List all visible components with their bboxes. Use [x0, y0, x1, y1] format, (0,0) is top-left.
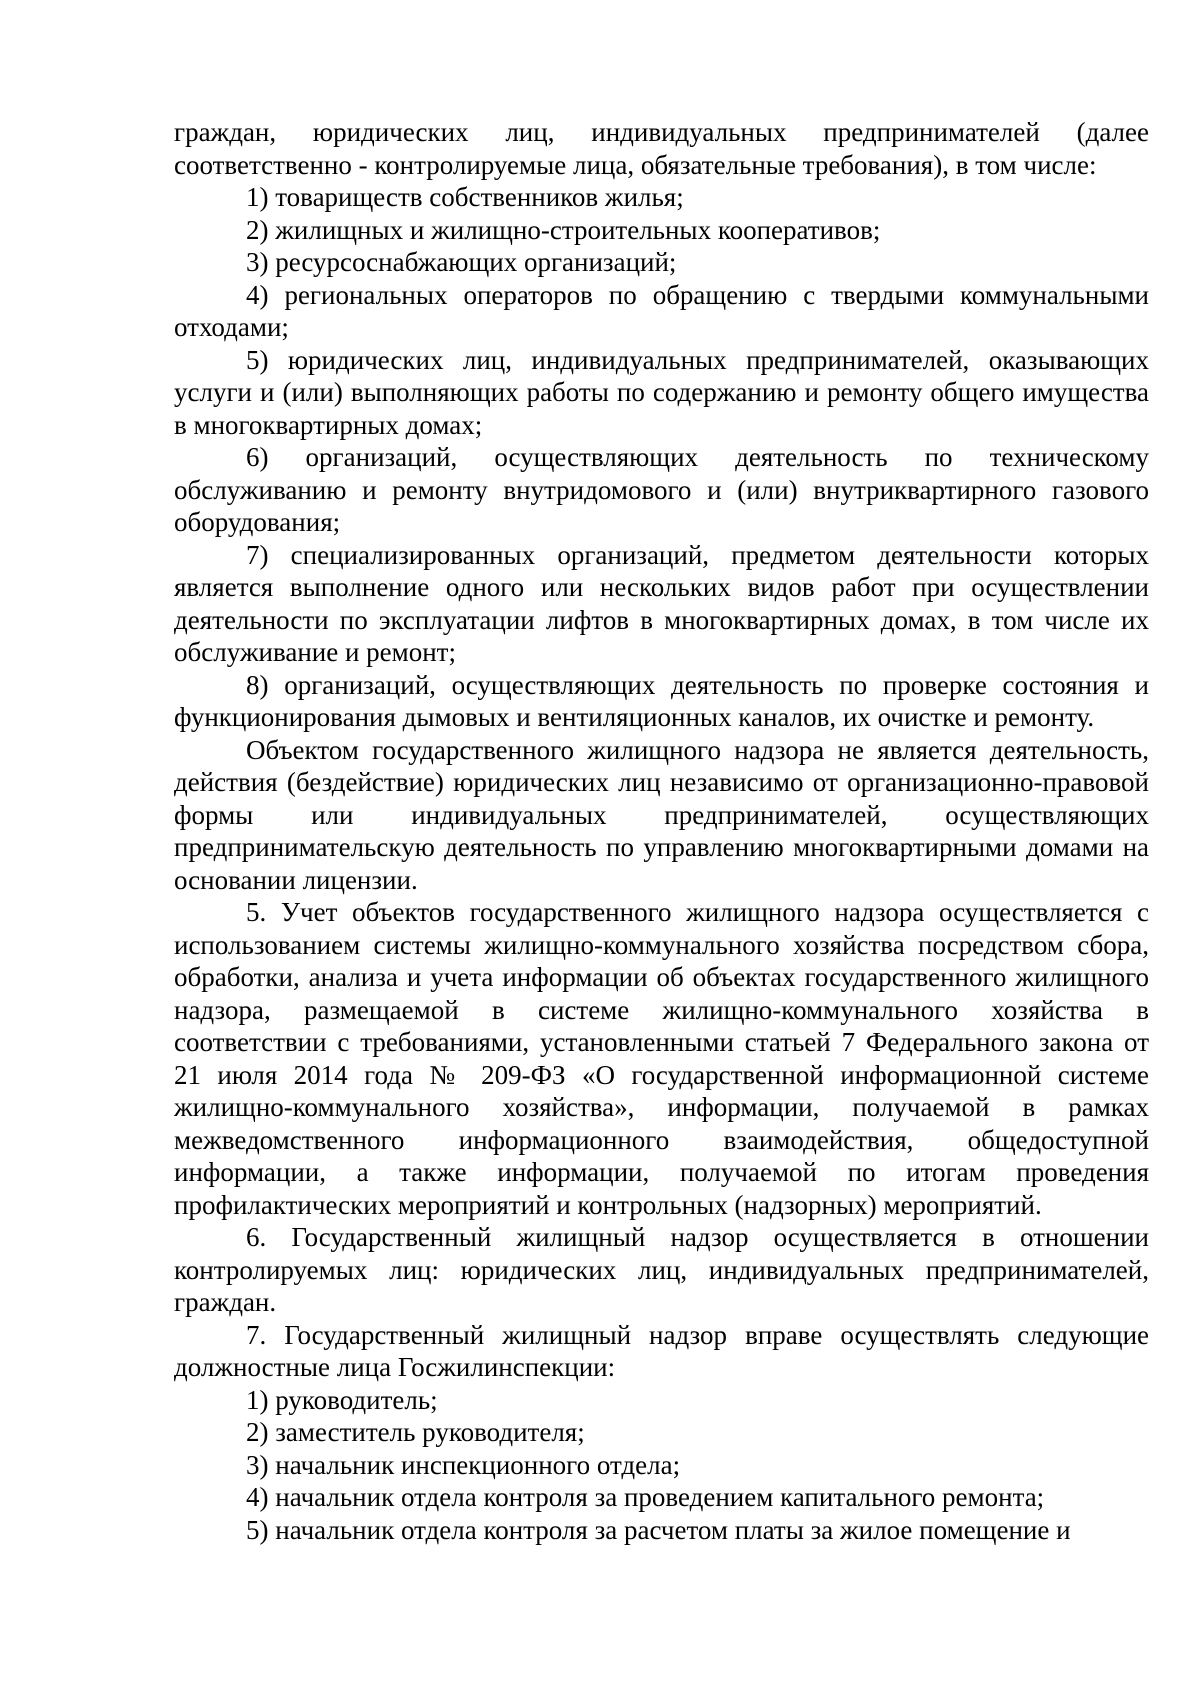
list-item: 6) организаций, осуществляющих деятельность по техническому обслуживанию и ремонту внутридомового и (или) внутриквартирного газового оборудования;: [174, 442, 1149, 537]
clause-5: 5. Учет объектов государственного жилищного надзора осуществляется с использованием системы жилищно-коммунального хозяйства посредством сбора, обработки, анализа и учета информации об объектах государственного жилищного надзора, размещаемой в системе жилищно-коммунального хозяйства в соответствии с требованиями, установленными статьей 7 Федерального закона от 21 июля 2014 года № 209-ФЗ «О государственной информационной системе жилищно-коммунального хозяйства», информации, получаемой в рамках межведомственного информационного взаимодействия, общедоступной информации, а также информации, получаемой по итогам проведения профилактических мероприятий и контрольных (надзорных) мероприятий.: [174, 897, 1149, 1220]
paragraph: Объектом государственного жилищного надзора не является деятельность, действия (бездействие) юридических лиц независимо от организационно-правовой формы или индивидуальных предпринимателей, осуществляющих предпринимательскую деятельность по управлению многоквартирными домами на основании лицензии.: [174, 734, 1149, 895]
document-page: [174, 116, 1149, 1546]
list-item: 5) юридических лиц, индивидуальных предпринимателей, оказывающих услуги и (или) выполняющих работы по содержанию и ремонту общего имущества в многоквартирных домах;: [174, 344, 1149, 440]
list-item: 2) жилищных и жилищно-строительных кооперативов;: [246, 214, 881, 245]
list-item: 1) руководитель;: [246, 1384, 438, 1415]
list-item: 3) ресурсоснабжающих организаций;: [246, 247, 677, 277]
list-item: 2) заместитель руководителя;: [246, 1417, 585, 1447]
clause-7: 7. Государственный жилищный надзор вправе осуществлять следующие должностные лица Госжилинспекции:: [174, 1319, 1149, 1382]
list-item: 7) специализированных организаций, предметом деятельности которых является выполнение одного или нескольких видов работ при осуществлении деятельности по эксплуатации лифтов в многоквартирных домах, в том числе их обслуживание и ремонт;: [174, 539, 1149, 667]
list-item: 5) начальник отдела контроля за расчетом платы за жилое помещение и: [246, 1514, 1071, 1545]
list-item: 1) товариществ собственников жилья;: [246, 182, 684, 212]
clause-6: 6. Государственный жилищный надзор осуществляется в отношении контролируемых лиц: юридических лиц, индивидуальных предпринимателей, граждан.: [174, 1222, 1149, 1317]
paragraph-continuation: граждан, юридических лиц, индивидуальных предпринимателей (далее соответственно - контролируемые лица, обязательные требования), в том числе:: [174, 117, 1149, 180]
list-item: 3) начальник инспекционного отдела;: [246, 1449, 681, 1480]
list-item: 4) начальник отдела контроля за проведением капитального ремонта;: [246, 1482, 1045, 1512]
list-item: 8) организаций, осуществляющих деятельность по проверке состояния и функционирования дымовых и вентиляционных каналов, их очистке и ремонту.: [174, 669, 1149, 732]
list-item: 4) региональных операторов по обращению с твердыми коммунальными отходами;: [174, 279, 1149, 342]
